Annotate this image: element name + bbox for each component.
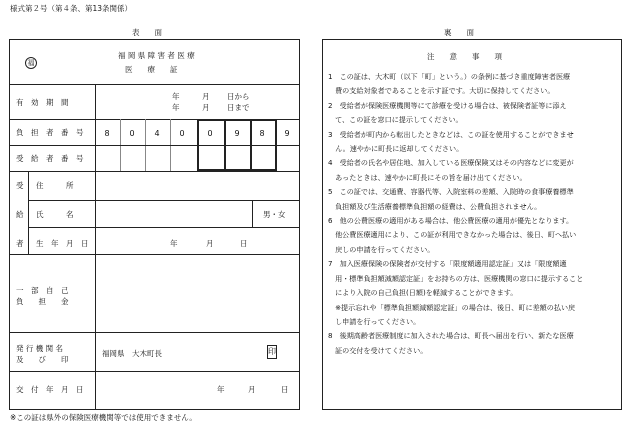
birth-month: 月 [206, 239, 214, 248]
address-label: 住 所 [36, 181, 74, 190]
note-line: 3 受給者が町内から転出したときなどは、この証を使用することができませ [328, 129, 574, 139]
certificate-title: 福 岡 県 障 害 者 医 療 [118, 51, 195, 60]
note-line: 8 後期高齢者医療制度に加入された場合は、町長へ届出を行い、新たな医療 [328, 331, 574, 341]
birth-year: 年 [170, 239, 178, 248]
issuer-stamp-box: 印 [267, 345, 277, 359]
validity-from-month: 月 [202, 92, 210, 101]
issue-month: 月 [248, 385, 256, 394]
note-line: 6 他の公費医療の適用がある場合は、他公費医療の適用が優先となります。 [328, 216, 574, 226]
back-side-label: 裏 面 [444, 28, 474, 37]
issuer-name: 福岡県 大木町長 [102, 349, 162, 358]
note-line: 4 受給者の氏名や居住地、加入している医療保険又はその内容などに変更が [328, 158, 574, 168]
payer-digit: 4 [154, 129, 160, 138]
recipient-side-1: 受 [16, 181, 24, 190]
note-line: 証の交付を受けてください。 [328, 345, 428, 355]
issue-day: 日 [281, 385, 289, 394]
payer-digit: 0 [129, 129, 135, 138]
validity-from-year: 年 [172, 92, 180, 101]
payer-digit: 8 [259, 129, 265, 138]
recipient-side-3: 者 [16, 239, 24, 248]
form-number-label: 様式第２号（第４条、第13条関係） [10, 4, 133, 13]
notes-heading: 注 意 事 項 [427, 52, 502, 61]
payer-digit: 0 [207, 129, 213, 138]
validity-to-day: 日まで [227, 103, 250, 112]
note-line: ん。速やかに町長に返却してください。 [328, 144, 464, 154]
validity-to-month: 月 [202, 103, 210, 112]
copay-label-line2: 負 担 金 [16, 297, 69, 306]
gender-options: 男・女 [263, 210, 286, 219]
note-line: 戻しの申請を行ってください。 [328, 244, 435, 254]
validity-to-year: 年 [172, 103, 180, 112]
front-side-label: 表 面 [132, 28, 162, 37]
note-line: 負担額及び生活療養標準負担額の経費は、公費負担されません。 [328, 201, 542, 211]
payer-digit: 9 [234, 129, 240, 138]
payer-number-label: 負 担 者 番 号 [16, 128, 84, 137]
birth-day: 日 [240, 239, 248, 248]
note-line: ※提示忘れや「標準負担額減額認定証」の場合は、後日、町に差額の払い戻 [328, 302, 576, 312]
notes-list [328, 70, 618, 358]
payer-digit: 9 [284, 129, 290, 138]
recipient-number-label: 受 給 者 番 号 [16, 154, 84, 163]
footnote: ※この証は県外の保険医療機関等では使用できません。 [10, 413, 197, 422]
certificate-subtitle: 医 療 証 [125, 65, 178, 74]
note-line: 2 受給者が保険医療機関等にて診療を受ける場合は、被保険者証等に添え [328, 100, 567, 110]
note-line: 1 この証は、大木町（以下「町」という。）の条例に基づき重度障害者医療 [328, 72, 571, 81]
birth-date-label: 生 年 月 日 [36, 239, 89, 248]
payer-digit: 8 [104, 129, 110, 138]
issue-date-label: 交 付 年 月 日 [16, 385, 84, 394]
recipient-side-2: 給 [16, 210, 24, 219]
payer-digit: 0 [179, 129, 185, 138]
note-line: 5 この証では、交通費、容器代等、入院室料の差額、入院時の食事療養標準 [328, 187, 574, 197]
validity-from-day: 日から [227, 92, 250, 101]
seal-mark-icon: 福 [25, 57, 37, 69]
note-line: 7 加入医療保険の保険者が交付する「限度額適用認定証」又は「限度額適 [328, 259, 567, 269]
note-line: 用・標準負担額減額認定証」をお持ちの方は、医療機関の窓口に提示すること [328, 273, 584, 283]
note-line: 他公費医療適用により、この証が利用できなかった場合は、後日、町へ払い [328, 230, 577, 240]
note-line: により入院の自己負担(日額)を軽減することができます。 [328, 288, 518, 298]
validity-label: 有 効 期 間 [16, 98, 69, 107]
copay-label-line1: 一 部 自 己 [16, 286, 69, 295]
note-line: 費の支給対象者であることを示す証です。大切に保持してください。 [328, 86, 555, 96]
issue-year: 年 [217, 385, 225, 394]
note-line: て、この証を窓口に提示してください。 [328, 115, 463, 125]
name-label: 氏 名 [36, 210, 74, 219]
issuer-label-line1: 発 行 機 関 名 [16, 344, 64, 353]
issuer-label-line2: 及 び 印 [16, 355, 69, 364]
note-line: し申請を行ってください。 [328, 316, 421, 326]
note-line: あったときは、速やかに町長にその旨を届け出てください。 [328, 172, 527, 182]
